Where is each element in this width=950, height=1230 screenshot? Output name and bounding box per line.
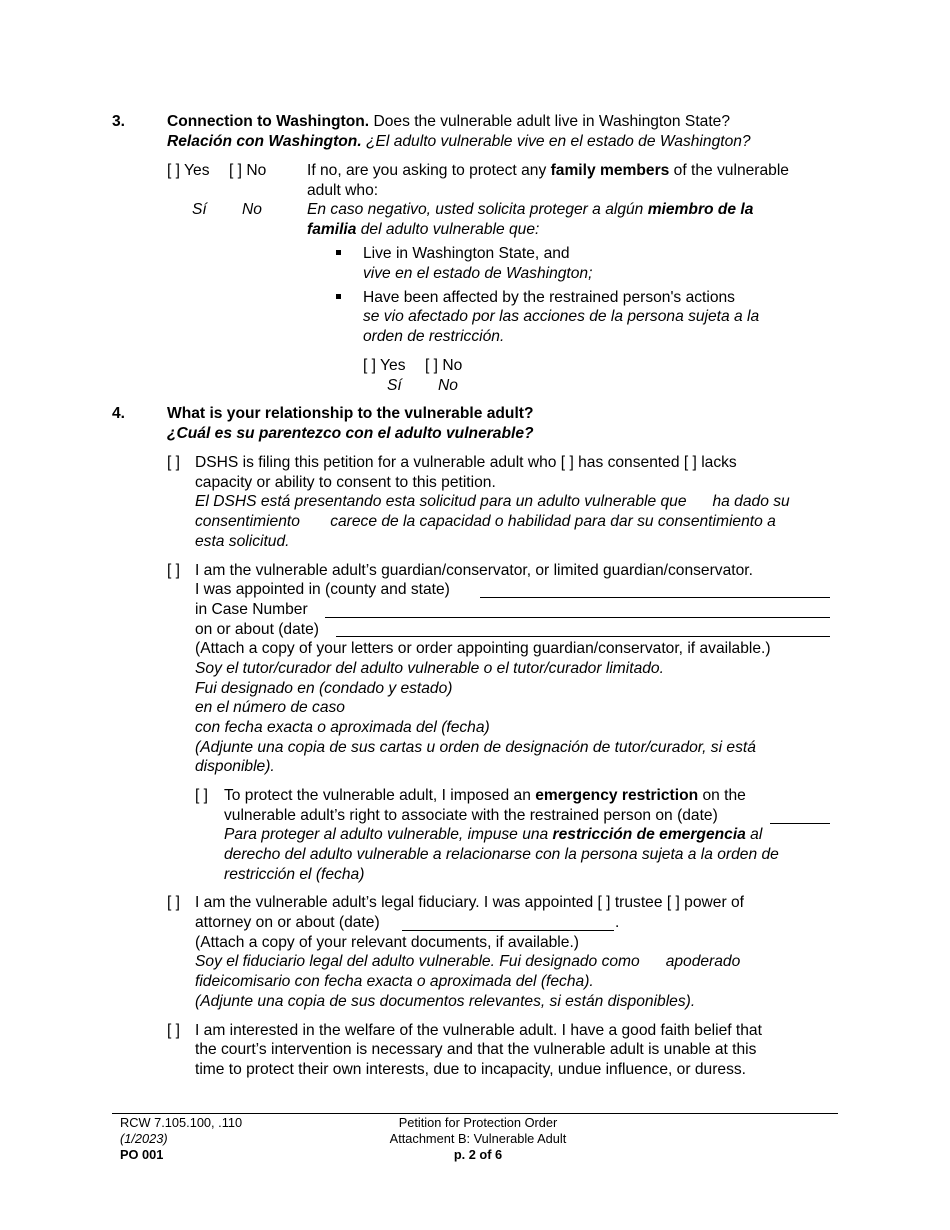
bullet-icon [336, 294, 341, 299]
section-4-number: 4. [112, 405, 126, 422]
s3-ifno-line2: adult who: [307, 182, 379, 199]
o2-line3: in Case Number [195, 601, 308, 618]
o4-checkbox[interactable]: [ ] [167, 1022, 180, 1039]
footer-form: PO 001 [120, 1147, 164, 1162]
o2-es3: en el número de caso [195, 699, 345, 716]
footer-divider [112, 1113, 838, 1114]
o3-line3: (Attach a copy of your relevant documents, if available.) [195, 934, 579, 951]
o3-es1: Soy el fiduciario legal del adulto vulnerable. Fui designado como apoderado [195, 953, 741, 970]
o2-checkbox[interactable]: [ ] [167, 562, 180, 579]
section-3-number: 3. [112, 113, 126, 130]
bullet-icon [336, 250, 341, 255]
s3-yes-es: Sí [192, 201, 207, 218]
s3-bullet-no-es: No [438, 377, 458, 394]
o1-es1: El DSHS está presentando esta solicitud para un adulto vulnerable que ha dado su [195, 493, 790, 510]
o1-es2: consentimiento carece de la capacidad o habilidad para dar su consentimiento a [195, 513, 776, 530]
o2-line4: on or about (date) [195, 621, 319, 638]
o4-line2: the court’s intervention is necessary and that the vulnerable adult is unable at this [195, 1041, 757, 1058]
o1-line2: capacity or ability to consent to this petition. [195, 474, 496, 491]
s3-ifno-es-line2: familia del adulto vulnerable que: [307, 221, 540, 238]
s3-no-es: No [242, 201, 262, 218]
s3-no-checkbox[interactable]: [ ] No [229, 162, 267, 179]
sub-line2: vulnerable adult’s right to associate with the restrained person on (date) [224, 807, 718, 824]
o2-es5: (Adjunte una copia de sus cartas u orden de designación de tutor/curador, si está [195, 739, 756, 756]
sub-line1: To protect the vulnerable adult, I imposed an emergency restriction on the [224, 787, 746, 804]
s3-bullet2-en: Have been affected by the restrained person's actions [363, 289, 735, 306]
o2-es6: disponible). [195, 758, 275, 775]
o3-es3: (Adjunte una copia de sus documentos relevantes, si están disponibles). [195, 993, 696, 1010]
sub-checkbox[interactable]: [ ] [195, 787, 208, 804]
footer-rcw: RCW 7.105.100, .110 [120, 1115, 243, 1130]
o3-es2: fideicomisario con fecha exacta o aproximada del (fecha). [195, 973, 594, 990]
fiduciary-date-field[interactable] [402, 930, 614, 931]
s3-bullet-yes-checkbox[interactable]: [ ] Yes [363, 357, 406, 374]
footer-page: p. 2 of 6 [453, 1147, 503, 1162]
o3-line1: I am the vulnerable adult’s legal fiduciary. I was appointed [ ] trustee [ ] power of [195, 894, 744, 911]
case-number-field[interactable] [325, 617, 830, 618]
section-3-title-es [167, 132, 751, 152]
section-3-title-es-bold: Relación con Washington. [167, 133, 362, 150]
o4-line1: I am interested in the welfare of the vulnerable adult. I have a good faith belief that [195, 1022, 762, 1039]
o1-es3: esta solicitud. [195, 533, 290, 550]
o1-line1: DSHS is filing this petition for a vulnerable adult who [ ] has consented [ ] lacks [195, 454, 737, 471]
o2-es2: Fui designado en (condado y estado) [195, 680, 453, 697]
o2-es4: con fecha exacta o aproximada del (fecha) [195, 719, 490, 736]
s3-bullet2-es2: orden de restricción. [363, 328, 505, 345]
footer-title1: Petition for Protection Order [398, 1115, 558, 1130]
s3-bullet1-es: vive en el estado de Washington; [363, 265, 593, 282]
appointment-date-field[interactable] [336, 636, 830, 637]
o2-line5: (Attach a copy of your letters or order appointing guardian/conservator, if available.) [195, 640, 771, 657]
section-3-title [167, 112, 730, 132]
s3-yes-checkbox[interactable]: [ ] Yes [167, 162, 210, 179]
s3-bullet2-es1: se vio afectado por las acciones de la persona sujeta a la [363, 308, 760, 325]
period: . [615, 914, 620, 931]
section-4-title-en: What is your relationship to the vulnerable adult? [167, 405, 534, 422]
o3-checkbox[interactable]: [ ] [167, 894, 180, 911]
o4-line3: time to protect their own interests, due to incapacity, undue influence, or duress. [195, 1061, 746, 1078]
o2-line2: I was appointed in (county and state) [195, 581, 450, 598]
sub-es3: restricción el (fecha) [224, 866, 365, 883]
o2-es1: Soy el tutor/curador del adulto vulnerable o el tutor/curador limitado. [195, 660, 664, 677]
section-3-question-es: ¿El adulto vulnerable vive en el estado de Washington? [361, 133, 751, 150]
s3-ifno-es-line1: En caso negativo, usted solicita proteger a algún miembro de la [307, 201, 754, 218]
section-3-title-en: Connection to Washington. [167, 113, 370, 130]
s3-ifno-line1: If no, are you asking to protect any family members of the vulnerable [307, 162, 789, 179]
o3-line2: attorney on or about (date) [195, 914, 380, 931]
section-3-question-en: Does the vulnerable adult live in Washington State? [369, 113, 731, 130]
county-state-field[interactable] [480, 597, 830, 598]
s3-bullet-no-checkbox[interactable]: [ ] No [425, 357, 463, 374]
o2-line1: I am the vulnerable adult’s guardian/conservator, or limited guardian/conservator. [195, 562, 753, 579]
o1-checkbox[interactable]: [ ] [167, 454, 180, 471]
s3-bullet1-en: Live in Washington State, and [363, 245, 570, 262]
sub-es1: Para proteger al adulto vulnerable, impuse una restricción de emergencia al [224, 826, 763, 843]
sub-es2: derecho del adulto vulnerable a relacionarse con la persona sujeta a la orden de [224, 846, 779, 863]
footer-date: (1/2023) [120, 1131, 168, 1146]
restriction-date-field[interactable] [770, 823, 830, 824]
section-4-title-es: ¿Cuál es su parentezco con el adulto vulnerable? [167, 425, 534, 442]
s3-bullet-yes-es: Sí [387, 377, 402, 394]
footer-title2: Attachment B: Vulnerable Adult [389, 1131, 567, 1146]
